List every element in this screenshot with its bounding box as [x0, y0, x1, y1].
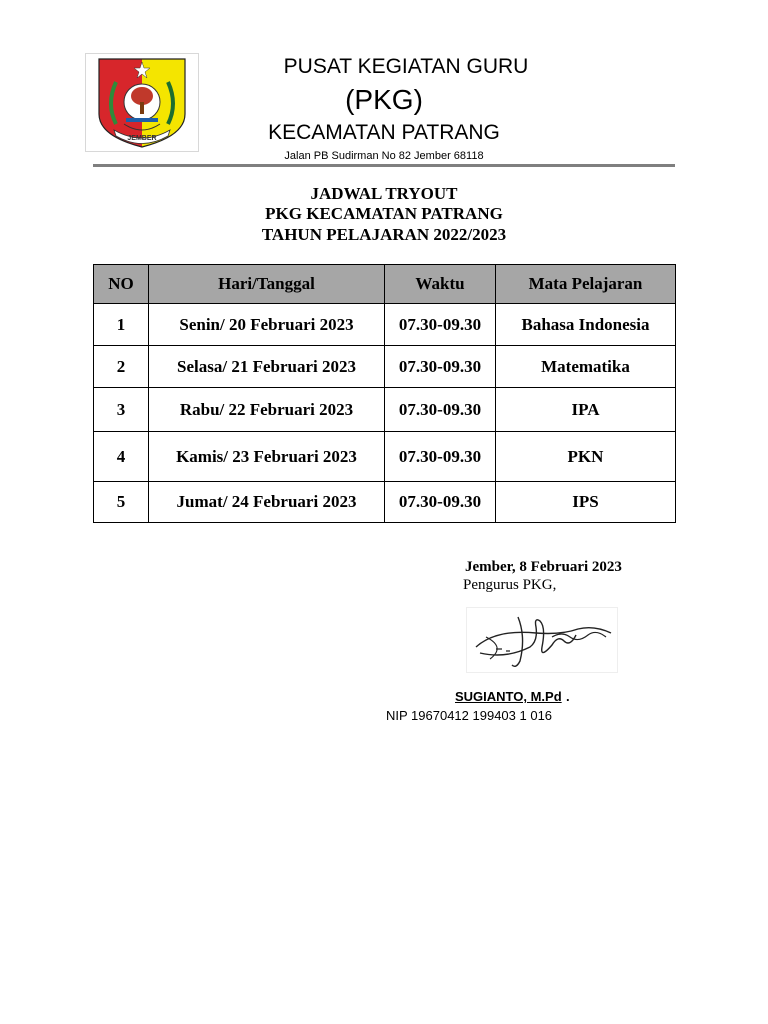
cell-date: Selasa/ 21 Februari 2023 — [149, 346, 385, 388]
document-academic-year: TAHUN PELAJARAN 2022/2023 — [261, 225, 507, 244]
cell-date: Kamis/ 23 Februari 2023 — [149, 432, 385, 482]
schedule-table — [93, 264, 676, 523]
table-row — [94, 388, 676, 432]
table-row — [94, 304, 676, 346]
cell-subject: IPS — [496, 482, 676, 523]
cell-no: 2 — [94, 346, 149, 388]
letterhead-divider — [93, 164, 675, 167]
handwritten-signature — [466, 607, 618, 673]
org-abbreviation: (PKG) — [345, 84, 423, 115]
signer-nip: NIP 19670412 199403 1 016 — [386, 708, 553, 723]
signer-name: SUGIANTO, M.Pd — [455, 689, 562, 704]
org-name: PUSAT KEGIATAN GURU — [283, 55, 529, 78]
cell-time: 07.30-09.30 — [385, 388, 496, 432]
cell-subject: PKN — [496, 432, 676, 482]
signer-name-period: . — [566, 689, 570, 704]
column-header-no: NO — [94, 265, 149, 304]
cell-subject: IPA — [496, 388, 676, 432]
cell-time: 07.30-09.30 — [385, 346, 496, 388]
cell-subject: Bahasa Indonesia — [496, 304, 676, 346]
place-and-date: Jember, 8 Februari 2023 — [465, 559, 622, 575]
cell-time: 07.30-09.30 — [385, 304, 496, 346]
document-title: JADWAL TRYOUT — [310, 184, 458, 203]
org-district: KECAMATAN PATRANG — [268, 121, 500, 144]
column-header-time: Waktu — [385, 265, 496, 304]
table-row — [94, 346, 676, 388]
cell-no: 4 — [94, 432, 149, 482]
table-header-row — [94, 265, 676, 304]
signature-icon — [466, 607, 618, 673]
regency-logo — [85, 53, 199, 152]
cell-time: 07.30-09.30 — [385, 482, 496, 523]
cell-no: 3 — [94, 388, 149, 432]
cell-time: 07.30-09.30 — [385, 432, 496, 482]
cell-no: 5 — [94, 482, 149, 523]
column-header-date: Hari/Tanggal — [149, 265, 385, 304]
cell-subject: Matematika — [496, 346, 676, 388]
table-row — [94, 482, 676, 523]
document-subtitle: PKG KECAMATAN PATRANG — [265, 204, 503, 223]
table-row — [94, 432, 676, 482]
cell-date: Jumat/ 24 Februari 2023 — [149, 482, 385, 523]
signer-role: Pengurus PKG, — [463, 577, 557, 593]
org-address: Jalan PB Sudirman No 82 Jember 68118 — [284, 150, 484, 162]
column-header-subject: Mata Pelajaran — [496, 265, 676, 304]
jember-emblem-icon — [86, 54, 198, 151]
cell-date: Rabu/ 22 Februari 2023 — [149, 388, 385, 432]
svg-text:JEMBER: JEMBER — [127, 135, 157, 142]
cell-date: Senin/ 20 Februari 2023 — [149, 304, 385, 346]
cell-no: 1 — [94, 304, 149, 346]
